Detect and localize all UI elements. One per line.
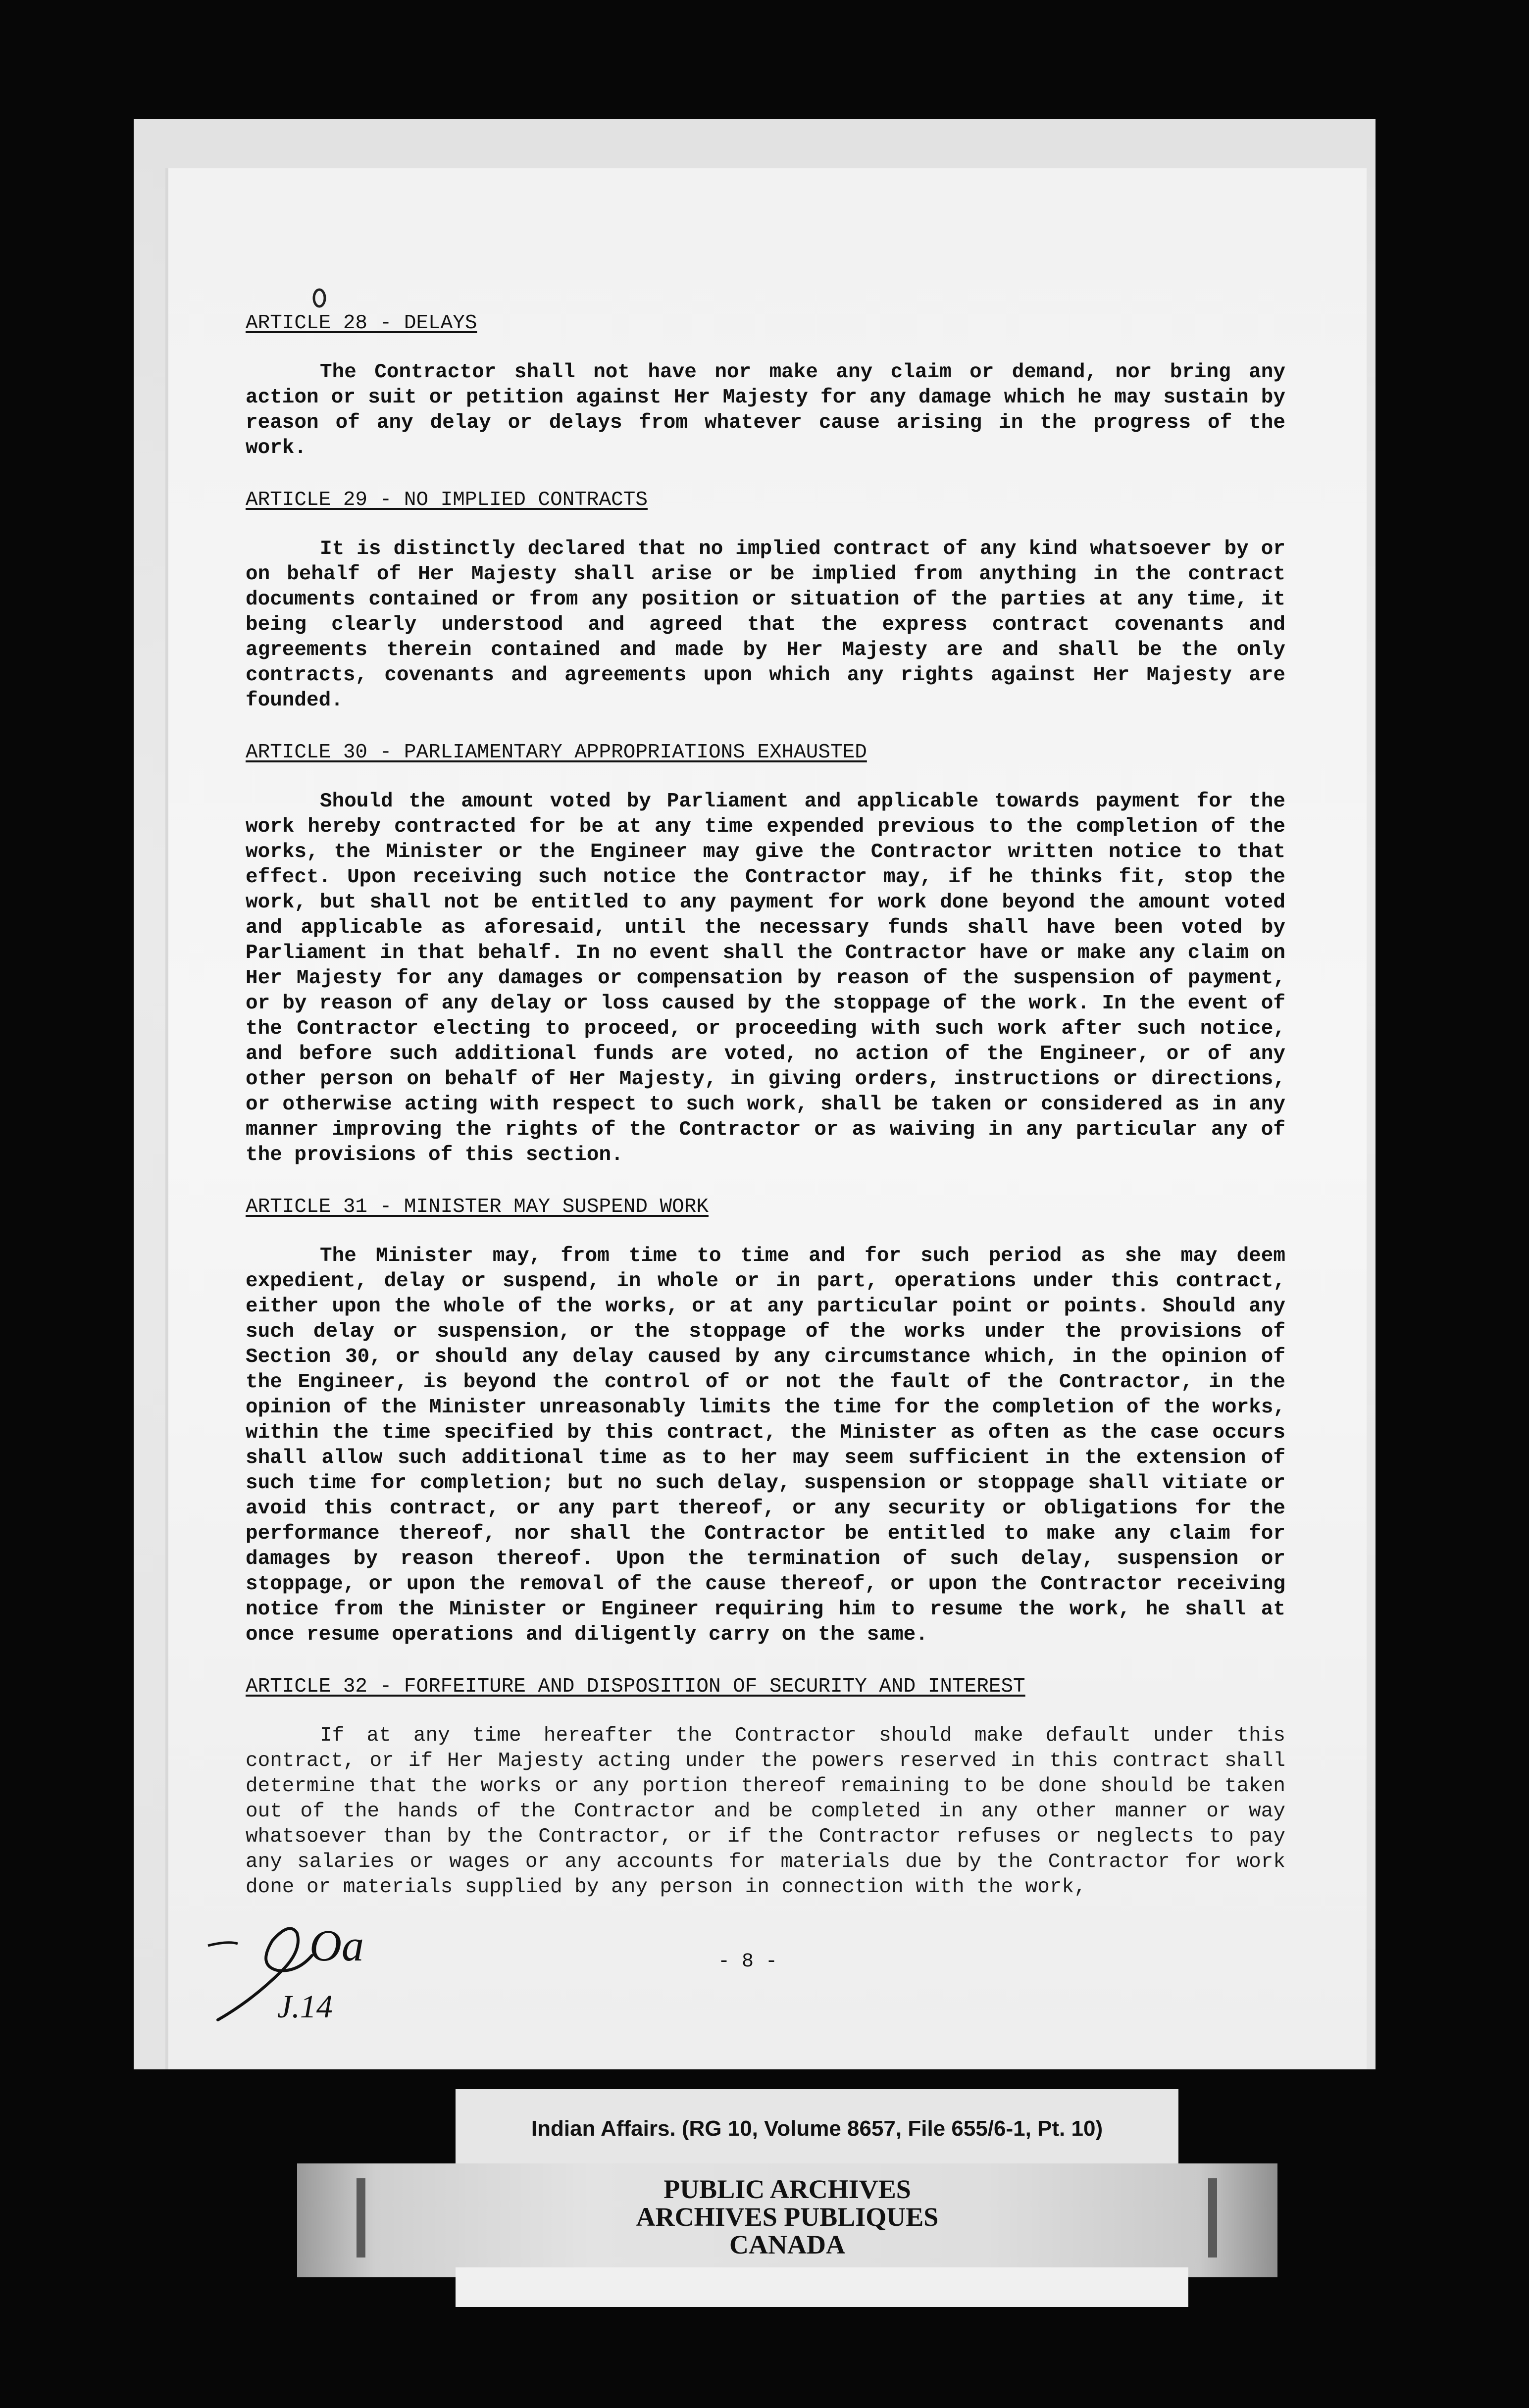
stamp-line-1: PUBLIC ARCHIVES xyxy=(663,2174,911,2204)
stamp-line-3: CANADA xyxy=(729,2230,845,2259)
handwritten-note: J.14 xyxy=(277,1989,333,2025)
stamp-line-2: ARCHIVES PUBLIQUES xyxy=(636,2202,939,2232)
signature-initials: Oa xyxy=(309,1921,364,1970)
handwritten-signature xyxy=(198,1911,456,2040)
stamp-base-strip xyxy=(456,2267,1188,2307)
archive-stamp-text xyxy=(297,2175,1277,2258)
article-30-heading: ARTICLE 30 - PARLIAMENTARY APPROPRIATIONS EXHAUSTED xyxy=(246,741,867,764)
article-32-heading: ARTICLE 32 - FORFEITURE AND DISPOSITION OF SECURITY AND INTEREST xyxy=(246,1675,1025,1698)
article-28-body: The Contractor shall not have nor make any claim or demand, nor bring any action or suit or petition against Her Majesty for any damage which he may sustain by reason of any delay or delays from whatever cause arising in the progress of the work. xyxy=(246,361,1285,459)
article-29-heading: ARTICLE 29 - NO IMPLIED CONTRACTS xyxy=(246,489,648,511)
archive-citation-label xyxy=(456,2089,1178,2168)
article-31-body: The Minister may, from time to time and for such period as she may deem expedient, delay or suspend, in whole or in part, operations under this contract, either upon the whole of the works, or at any particular point or points. Should any such delay or suspension, or the stoppage of the works under the provisions of Section 30, or should any delay caused by any circumstance which, in the opinion of the Engineer, is beyond the control of or not the fault of the Contractor, in the opinion of the Minister unreasonably limits the time for the completion of the works, within the time specified by this contract, the Minister as often as the case occurs shall allow such additional time as to her may seem sufficient in the extension of such time for completion; but no such delay, suspension or stoppage shall vitiate or avoid this contract, or any part thereof, or any security or obligations for the performance thereof, nor shall the Contractor be entitled to make any claim for damages by reason thereof. Upon the termination of such delay, suspension or stoppage, or upon the removal of the cause thereof, or upon the Contractor receiving notice from the Minister or Engineer requiring him to resume the work, he shall at once resume operations and diligently carry on the same. xyxy=(246,1245,1285,1646)
page-number: - 8 - xyxy=(718,1951,778,1973)
article-31-heading: ARTICLE 31 - MINISTER MAY SUSPEND WORK xyxy=(246,1196,709,1218)
document-body xyxy=(246,311,1285,1900)
article-29-body: It is distinctly declared that no implied contract of any kind whatsoever by or on behalf of Her Majesty shall arise or be implied from anything in the contract documents contained or from any position or situation of the parties at any time, it being clearly understood and agreed that the express contract covenants and agreements therein contained and made by Her Majesty are and shall be the only contracts, covenants and agreements upon which any rights against Her Majesty are founded. xyxy=(246,538,1285,712)
article-28-heading: ARTICLE 28 - DELAYS xyxy=(246,312,477,335)
article-30-body: Should the amount voted by Parliament and applicable towards payment for the work hereby contracted for be at any time expended previous to the completion of the works, the Minister or the Engineer may give the Contractor written notice to that effect. Upon receiving such notice the Contractor may, if he thinks fit, stop the work, but shall not be entitled to any payment for work done beyond the amount voted and applicable as aforesaid, until the necessary funds shall have been voted by Parliament in that behalf. In no event shall the Contractor have or make any claim on Her Majesty for any damages or compensation by reason of the suspension of payment, or by reason of any delay or loss caused by the stoppage of the work. In the event of the Contractor electing to proceed, or proceeding with such work after such notice, and before such additional funds are voted, no action of the Engineer, or of any other person on behalf of Her Majesty, in giving orders, instructions or directions, or otherwise acting with respect to such work, shall be taken or considered as in any manner improving the rights of the Contractor or as waiving in any particular any of the provisions of this section. xyxy=(246,790,1285,1166)
article-32-body: If at any time hereafter the Contractor should make default under this contract, or if Her Majesty acting under the powers reserved in this contract shall determine that the works or any portion thereof remaining to be done should be taken out of the hands of the Contractor and be completed in any other manner or way whatsoever than by the Contractor, or if the Contractor refuses or neglects to pay any salaries or wages or any accounts for materials due by the Contractor for work done or materials supplied by any person in connection with the work, xyxy=(246,1724,1285,1899)
archive-citation: Indian Affairs. (RG 10, Volume 8657, File 655/6-1, Pt. 10) xyxy=(531,2116,1103,2141)
archive-stamp xyxy=(297,2163,1277,2277)
punch-hole-mark xyxy=(312,287,327,309)
